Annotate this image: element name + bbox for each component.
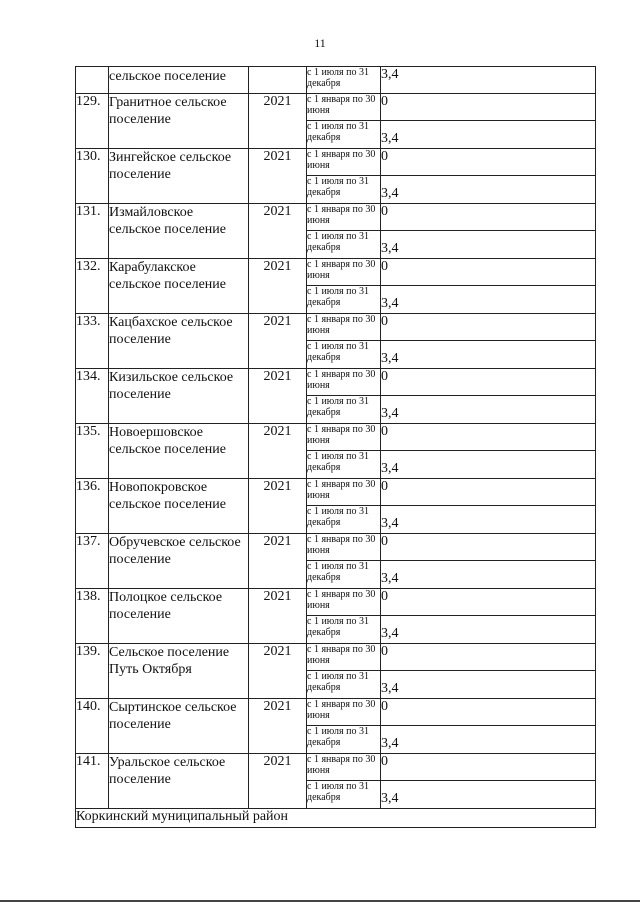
- value-second-half: 3,4: [381, 726, 596, 754]
- tariff-table: [75, 66, 596, 828]
- year: 2021: [249, 149, 307, 204]
- table-row: [76, 644, 596, 671]
- value-first-half: 0: [381, 424, 596, 451]
- table-row: [76, 204, 596, 231]
- period-first-half: с 1 января по 30 июня: [307, 754, 381, 781]
- value-second-half: 3,4: [381, 396, 596, 424]
- period-first-half: с 1 января по 30 июня: [307, 369, 381, 396]
- settlement-name: Карабулакское сельское поселение: [109, 259, 249, 314]
- page-number: 11: [314, 36, 326, 50]
- value-first-half: 0: [381, 314, 596, 341]
- settlement-name: Полоцкое сельское поселение: [109, 589, 249, 644]
- period-second-half: с 1 июля по 31 декабря: [307, 121, 381, 149]
- table-row: [76, 149, 596, 176]
- year: 2021: [249, 94, 307, 149]
- value-first-half: 0: [381, 259, 596, 286]
- table-row: [76, 314, 596, 341]
- value-first-half: 0: [381, 589, 596, 616]
- period-first-half: с 1 января по 30 июня: [307, 589, 381, 616]
- period-second-half: с 1 июля по 31 декабря: [307, 671, 381, 699]
- settlement-name-cell: сельское поселение: [109, 67, 249, 94]
- period-first-half: с 1 января по 30 июня: [307, 699, 381, 726]
- value-first-half: 0: [381, 369, 596, 396]
- period-first-half: с 1 января по 30 июня: [307, 644, 381, 671]
- section-title: Коркинский муниципальный район: [76, 809, 596, 828]
- value-second-half: 3,4: [381, 286, 596, 314]
- settlement-name: Кацбахское сельское поселение: [109, 314, 249, 369]
- year: 2021: [249, 644, 307, 699]
- period-first-half: с 1 января по 30 июня: [307, 479, 381, 506]
- row-number-cell: [76, 67, 109, 94]
- table-row: [76, 94, 596, 121]
- settlement-name: Новопокровское сельское поселение: [109, 479, 249, 534]
- value-first-half: 0: [381, 479, 596, 506]
- value-second-half: 3,4: [381, 231, 596, 259]
- value-second-half: 3,4: [381, 671, 596, 699]
- settlement-name: Сельское поселение Путь Октября: [109, 644, 249, 699]
- row-number: 139.: [76, 644, 109, 699]
- settlement-name: Кизильское сельское поселение: [109, 369, 249, 424]
- settlement-name: Гранитное сельское поселение: [109, 94, 249, 149]
- value-first-half: 0: [381, 94, 596, 121]
- period-first-half: с 1 января по 30 июня: [307, 534, 381, 561]
- table-row: [76, 479, 596, 506]
- period-cell: с 1 июля по 31 декабря: [307, 67, 381, 94]
- value-second-half: 3,4: [381, 781, 596, 809]
- value-cell: 3,4: [381, 67, 596, 94]
- year-cell: [249, 67, 307, 94]
- period-second-half: с 1 июля по 31 декабря: [307, 231, 381, 259]
- settlement-name: Уральское сельское поселение: [109, 754, 249, 809]
- year: 2021: [249, 754, 307, 809]
- period-second-half: с 1 июля по 31 декабря: [307, 451, 381, 479]
- settlement-name: Зингейское сельское поселение: [109, 149, 249, 204]
- row-number: 138.: [76, 589, 109, 644]
- year: 2021: [249, 204, 307, 259]
- value-first-half: 0: [381, 699, 596, 726]
- period-second-half: с 1 июля по 31 декабря: [307, 781, 381, 809]
- period-first-half: с 1 января по 30 июня: [307, 94, 381, 121]
- period-first-half: с 1 января по 30 июня: [307, 149, 381, 176]
- settlement-name: Измайловское сельское поселение: [109, 204, 249, 259]
- period-second-half: с 1 июля по 31 декабря: [307, 561, 381, 589]
- settlement-name: Новоершовское сельское поселение: [109, 424, 249, 479]
- row-number: 141.: [76, 754, 109, 809]
- table-row: [76, 754, 596, 781]
- value-first-half: 0: [381, 754, 596, 781]
- year: 2021: [249, 534, 307, 589]
- year: 2021: [249, 479, 307, 534]
- row-number: 131.: [76, 204, 109, 259]
- table-row: [76, 424, 596, 451]
- period-second-half: с 1 июля по 31 декабря: [307, 726, 381, 754]
- bottom-divider: [0, 900, 640, 902]
- section-header-row: [76, 809, 596, 828]
- row-number: 133.: [76, 314, 109, 369]
- year: 2021: [249, 424, 307, 479]
- row-number: 130.: [76, 149, 109, 204]
- row-number: 132.: [76, 259, 109, 314]
- settlement-name: Сыртинское сельское поселение: [109, 699, 249, 754]
- value-second-half: 3,4: [381, 341, 596, 369]
- value-second-half: 3,4: [381, 616, 596, 644]
- value-second-half: 3,4: [381, 176, 596, 204]
- year: 2021: [249, 589, 307, 644]
- table-row: [76, 589, 596, 616]
- value-second-half: 3,4: [381, 121, 596, 149]
- row-number: 140.: [76, 699, 109, 754]
- value-first-half: 0: [381, 149, 596, 176]
- period-second-half: с 1 июля по 31 декабря: [307, 616, 381, 644]
- period-first-half: с 1 января по 30 июня: [307, 204, 381, 231]
- year: 2021: [249, 369, 307, 424]
- period-second-half: с 1 июля по 31 декабря: [307, 286, 381, 314]
- table-row-continued: [76, 67, 596, 94]
- table-row: [76, 369, 596, 396]
- year: 2021: [249, 314, 307, 369]
- value-second-half: 3,4: [381, 506, 596, 534]
- value-second-half: 3,4: [381, 451, 596, 479]
- period-first-half: с 1 января по 30 июня: [307, 259, 381, 286]
- row-number: 136.: [76, 479, 109, 534]
- table-row: [76, 259, 596, 286]
- row-number: 129.: [76, 94, 109, 149]
- year: 2021: [249, 699, 307, 754]
- table-row: [76, 534, 596, 561]
- period-first-half: с 1 января по 30 июня: [307, 424, 381, 451]
- period-second-half: с 1 июля по 31 декабря: [307, 506, 381, 534]
- value-second-half: 3,4: [381, 561, 596, 589]
- table-row: [76, 699, 596, 726]
- value-first-half: 0: [381, 644, 596, 671]
- row-number: 134.: [76, 369, 109, 424]
- value-first-half: 0: [381, 534, 596, 561]
- value-first-half: 0: [381, 204, 596, 231]
- period-first-half: с 1 января по 30 июня: [307, 314, 381, 341]
- period-second-half: с 1 июля по 31 декабря: [307, 396, 381, 424]
- row-number: 137.: [76, 534, 109, 589]
- row-number: 135.: [76, 424, 109, 479]
- period-second-half: с 1 июля по 31 декабря: [307, 341, 381, 369]
- year: 2021: [249, 259, 307, 314]
- settlement-name: Обручевское сельское поселение: [109, 534, 249, 589]
- tariff-table-body: [76, 67, 596, 809]
- period-second-half: с 1 июля по 31 декабря: [307, 176, 381, 204]
